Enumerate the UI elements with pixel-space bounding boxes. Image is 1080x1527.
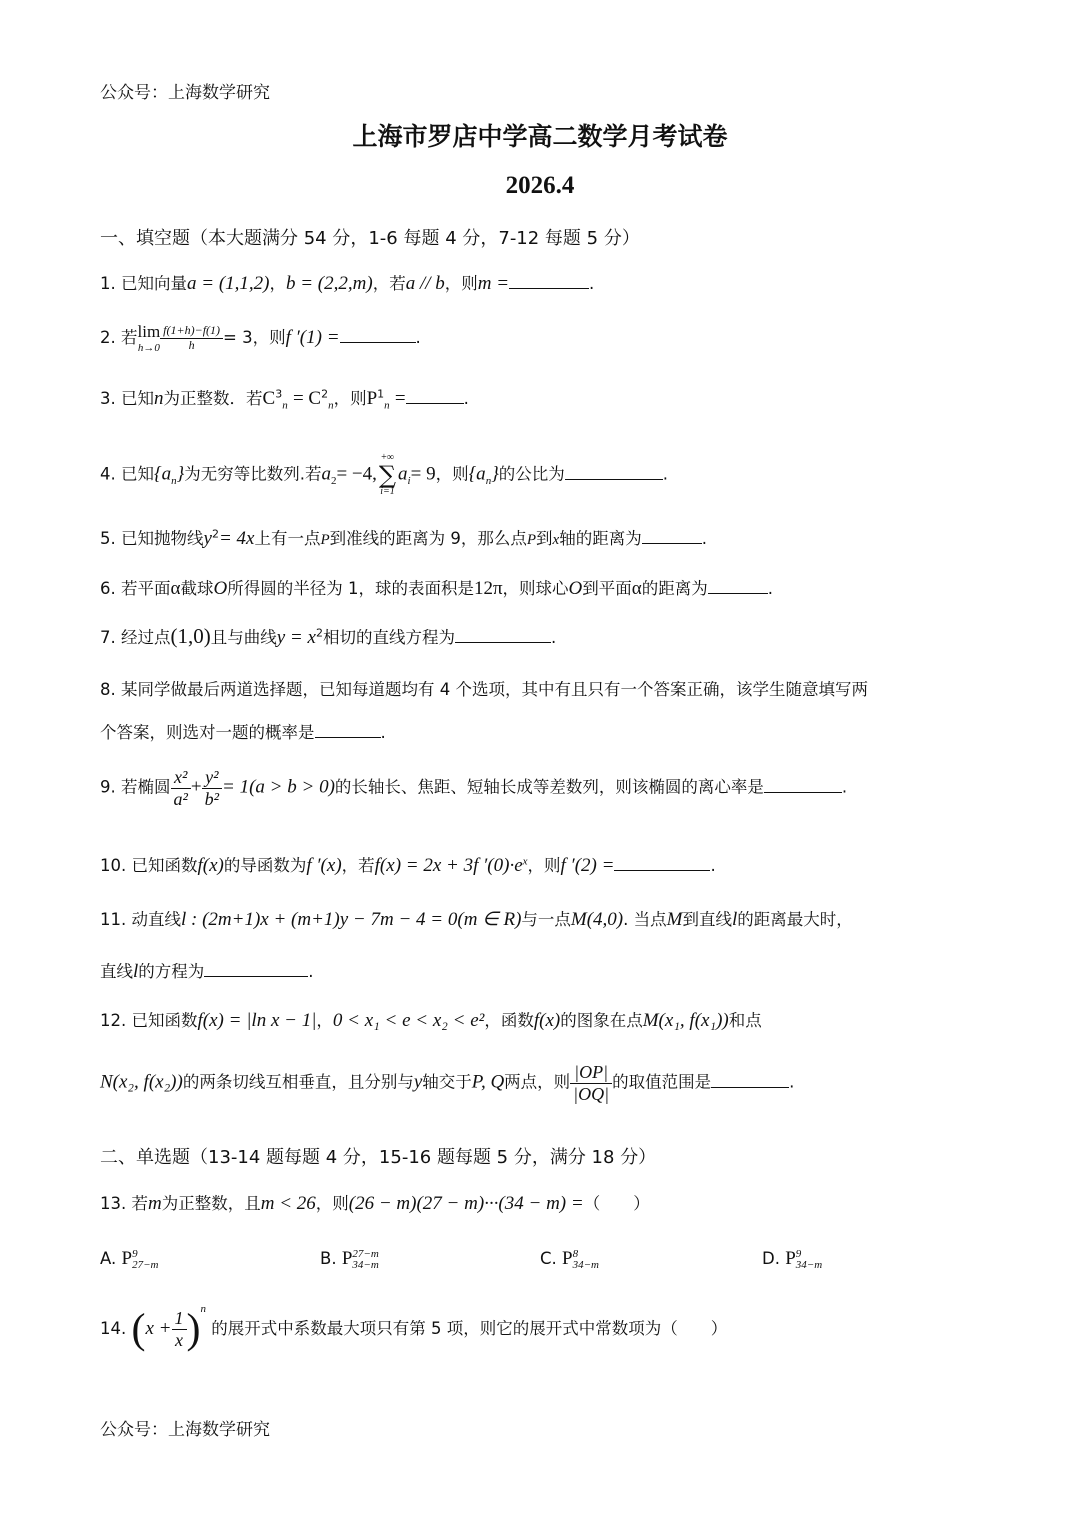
- question-1: 1. 已知向量a = (1,1,2)，b = (2,2,m)，若a // b，则m = .: [100, 273, 595, 294]
- question-9: 9. 若椭圆 $\frac{\text{x²}}{\text{a²}}$ + $\frac{\text{y²}}{\text{b²}}$ = 1(a > b > 0)的长轴长、焦距、短轴长成等差数列，则该椭圆的离心率是 .: [100, 767, 848, 809]
- answer-blank[interactable]: [204, 962, 308, 977]
- footer-watermark: 公众号：上海数学研究: [100, 1420, 270, 1440]
- question-6: 6. 若平面α截球O所得圆的半径为 1，球的表面积是12π，则球心O到平面α的距离为 .: [100, 578, 773, 599]
- answer-blank[interactable]: [455, 628, 551, 643]
- question-12-line2: N(x₂, f(x₂))的两条切线互相垂直，且分别与y轴交于P, Q两点，则 $\frac{|OP|}{|OQ|}$ 的取值范围是 .: [100, 1062, 795, 1104]
- question-12: 12. 已知函数f(x) = |ln x − 1|，0 < x₁ < e < x₂ < e²，函数f(x)的图象在点M(x₁, f(x₁))和点: [100, 1010, 762, 1031]
- section-1-heading: 一、填空题（本大题满分 54 分，1-6 每题 4 分，7-12 每题 5 分）: [100, 228, 640, 249]
- option-a[interactable]: A. P 9 27−m: [100, 1247, 159, 1271]
- answer-blank[interactable]: [509, 274, 589, 289]
- question-10: 10. 已知函数f(x)的导函数为f ′(x)，若f(x) = 2x + 3f $'(0)\cdot e^x$，则f ′(2) = .: [100, 855, 716, 876]
- question-11-line2: 直线l的方程为 .: [100, 961, 314, 982]
- exam-title: 上海市罗店中学高二数学月考试卷: [352, 122, 728, 151]
- question-13: 13. 若m为正整数，且m < 26，则(26 − m)(27 − m)···(34 − m) =（ ）: [100, 1193, 650, 1214]
- section-2-heading: 二、单选题（13-14 题每题 4 分，15-16 题每题 5 分，满分 18 分）: [100, 1147, 657, 1168]
- question-4: 4. 已知$\{a_n\}$为无穷等比数列.若$a_2= -4$, +∞ ∑ i=1 $a_i= 9$，则$\{a_n\}$的公比为 .: [100, 452, 669, 497]
- answer-blank[interactable]: [708, 579, 768, 594]
- option-b[interactable]: B. P 27−m 34−m: [320, 1247, 379, 1271]
- question-2: 2. 若 lim h→0 $\frac{f(1+h)-f(1)}{h}$ = 3，则f ′(1) = .: [100, 322, 421, 354]
- answer-blank[interactable]: [764, 778, 842, 793]
- answer-blank[interactable]: [340, 328, 416, 343]
- question-14: 14. (x + $\frac{1}{x}$ )$^n$ 的展开式中系数最大项只有第 5 项，则它的展开式中常数项为（ ）: [100, 1303, 728, 1353]
- answer-blank[interactable]: [315, 723, 381, 738]
- answer-blank[interactable]: [406, 389, 464, 404]
- question-8-line2: 个答案，则选对一题的概率是 .: [100, 723, 386, 742]
- option-d[interactable]: D. P 9 34−m: [762, 1247, 823, 1271]
- question-7: 7. 经过点(1,0)且与曲线$y = x^2$相切的直线方程为 .: [100, 624, 557, 648]
- answer-blank[interactable]: [711, 1073, 789, 1088]
- answer-blank[interactable]: [642, 529, 702, 544]
- answer-blank[interactable]: [614, 856, 710, 871]
- exam-date: 2026.4: [505, 172, 575, 199]
- question-11: 11. 动直线l : (2m+1)x + (m+1)y − 7m − 4 = 0(m ∈ R)与一点M(4,0). 当点M到直线l的距离最大时，: [100, 909, 853, 930]
- question-8: 8. 某同学做最后两道选择题，已知每道题均有 4 个选项，其中有且只有一个答案正确，该学生随意填写两: [100, 680, 868, 699]
- option-c[interactable]: C. P 8 34−m: [540, 1247, 599, 1271]
- header-watermark: 公众号：上海数学研究: [100, 83, 270, 103]
- question-5: 5. 已知抛物线$y^2= 4x$上有一点P到准线的距离为 9，那么点P到x轴的距离为 .: [100, 527, 707, 549]
- answer-blank[interactable]: [565, 465, 663, 480]
- question-3: 3. 已知n为正整数．若$C^3_n = C^2_n$，则$P^1_n$ = .: [100, 387, 469, 412]
